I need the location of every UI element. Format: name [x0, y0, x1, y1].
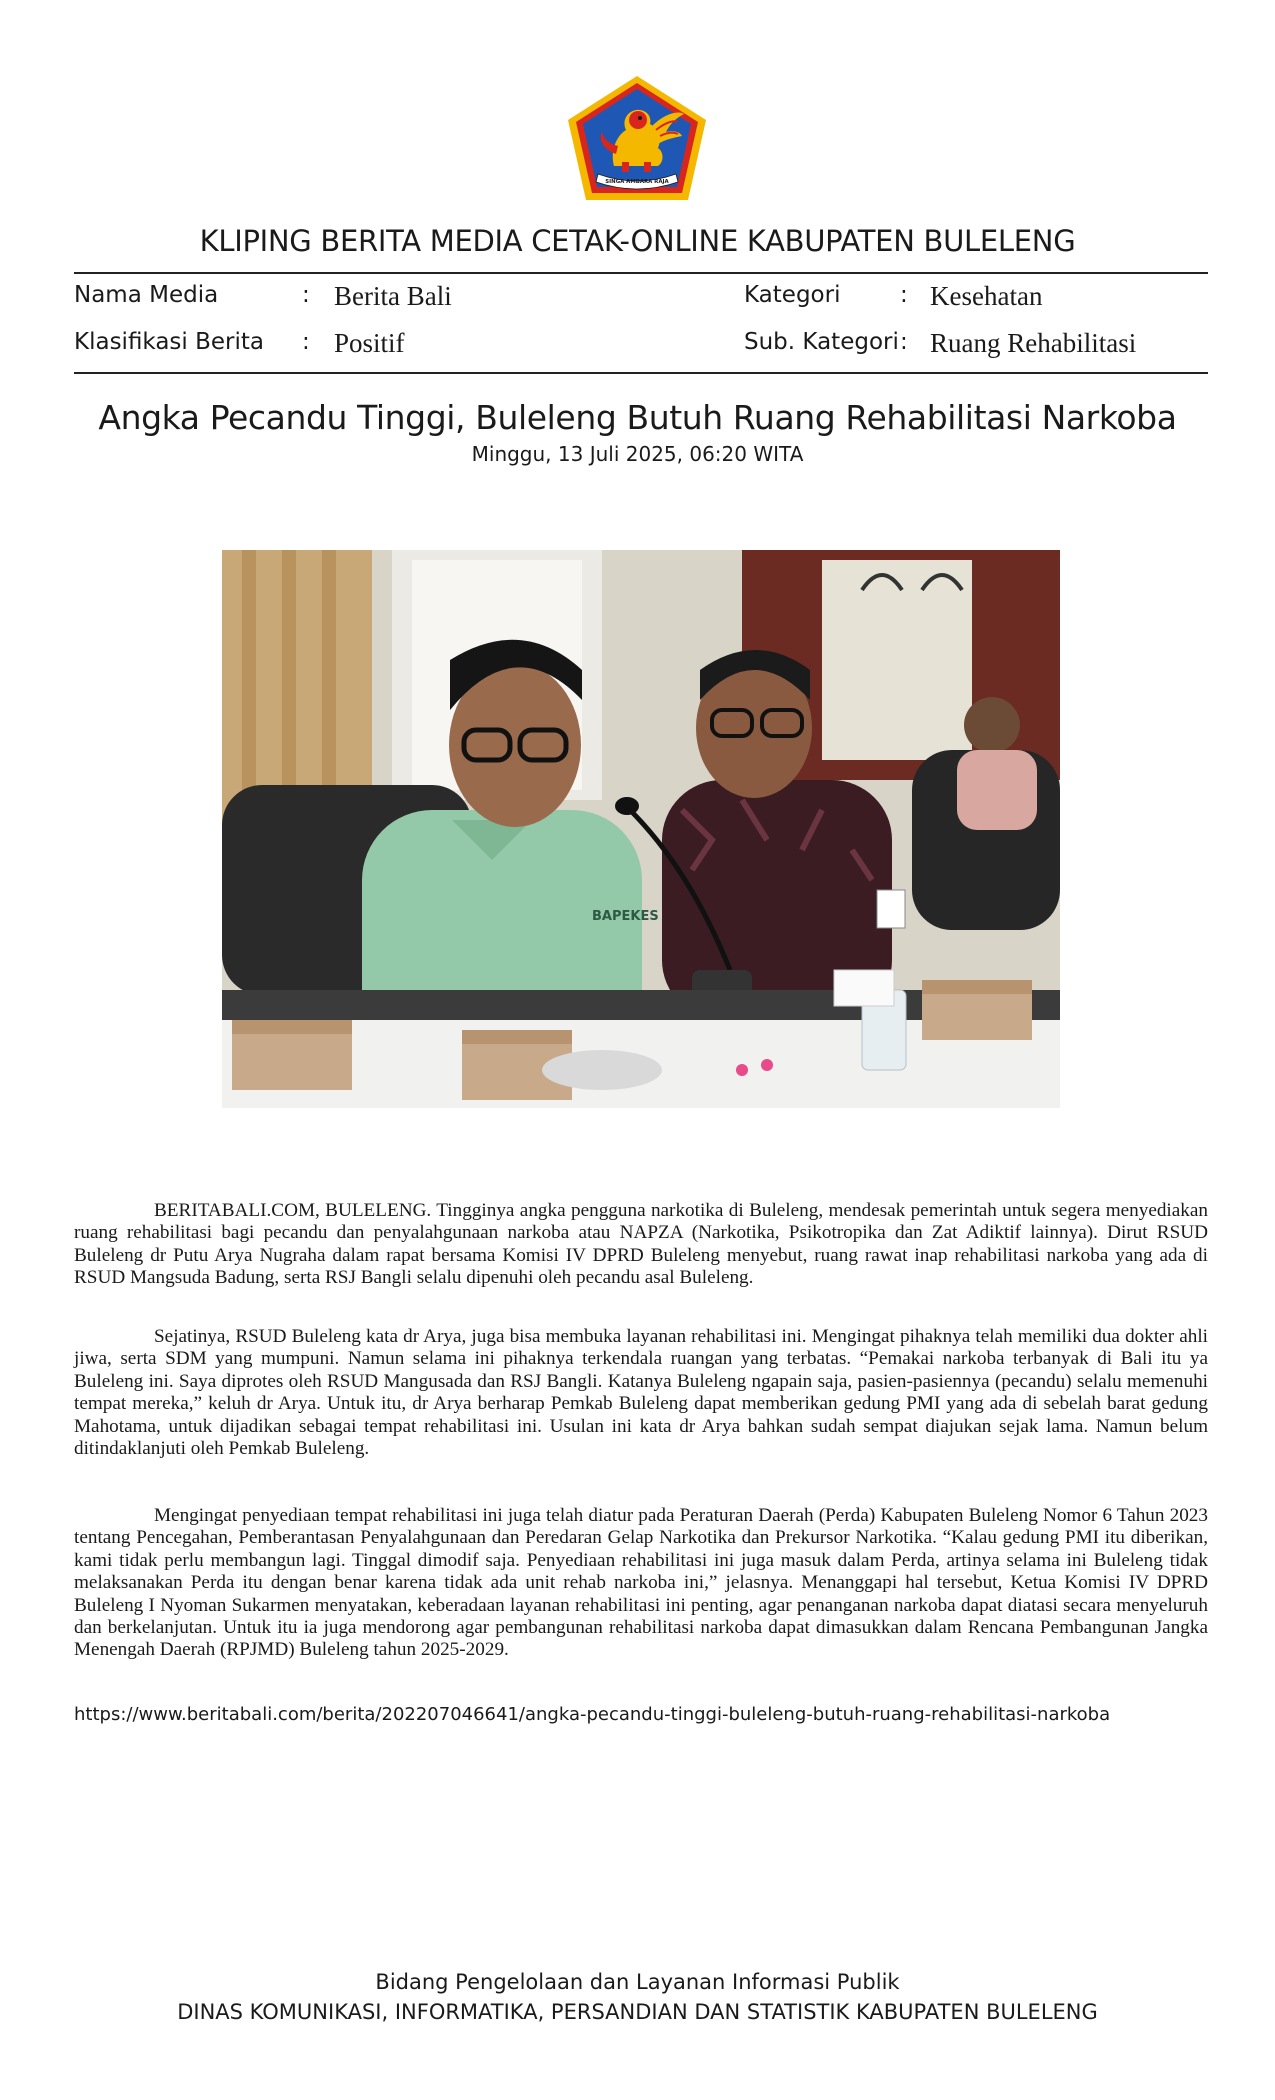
- header-divider-bottom: [74, 372, 1208, 374]
- category-label: Kategori: [744, 282, 841, 308]
- clipping-header-title: KLIPING BERITA MEDIA CETAK-ONLINE KABUPATEN BULELENG: [199, 224, 1076, 258]
- article-paragraph-1: BERITABALI.COM, BULELENG. Tingginya angka pengguna narkotika di Buleleng, mendesak pemerintah untuk segera menyediakan ruang rehabilitasi bagi pecandu dan penyalahgunaan narkoba atau NAPZA (Narkotika, Psikotropika dan Zat Adiktif lainnya). Dirut RSUD Buleleng dr Putu Arya Nugraha dalam rapat bersama Komisi IV DPRD Buleleng menyebut, ruang rawat inap rehabilitasi narkoba yang ada di RSUD Mangsuda Badung, serta RSJ Bangli selalu dipenuhi oleh pecandu asal Buleleng.: [74, 1200, 1208, 1289]
- subcategory-value: Ruang Rehabilitasi: [930, 328, 1137, 358]
- article-paragraph-2: Sejatinya, RSUD Buleleng kata dr Arya, juga bisa membuka layanan rehabilitasi ini. Mengingat pihaknya telah memiliki dua dokter ahli jiwa, serta SDM yang mumpuni. Namun selama ini pihaknya terkendala ruangan yang terbatas. “Pemakai narkoba terbanyak di Bali itu ya Buleleng ini. Saya diprotes oleh RSUD Mangusada dan RSJ Bangli. Katanya Buleleng ngapain saja, pasien-pasiennya (pecandu) selalu memenuhi tempat mereka,” keluh dr Arya. Untuk itu, dr Arya berharap Pemkab Buleleng dapat memberikan gedung PMI yang ada di sebelah barat gedung Mahotama, untuk dijadikan sebagai tempat rehabilitasi ini. Usulan ini kata dr Arya bahkan sudah sempat diajukan sejak lama. Namun belum ditindaklanjuti oleh Pemkab Buleleng.: [74, 1326, 1208, 1460]
- buleleng-regency-emblem-logo: [566, 74, 708, 204]
- classification-label: Klasifikasi Berita: [74, 329, 265, 355]
- article-title: Angka Pecandu Tinggi, Buleleng Butuh Ruang Rehabilitasi Narkoba: [98, 398, 1177, 437]
- subcategory-colon: :: [900, 329, 908, 355]
- photo-shirt-text: BAPEKES: [592, 909, 659, 924]
- article-source-url[interactable]: https://www.beritabali.com/berita/202207046641/angka-pecandu-tinggi-buleleng-butuh-ruang-rehabilitasi-narkoba: [74, 1704, 1111, 1725]
- logo-motto-text: SINGA AMBARA RAJA: [605, 179, 669, 185]
- media-name-label: Nama Media: [74, 282, 219, 308]
- subcategory-label: Sub. Kategori: [744, 329, 899, 355]
- media-name-value: Berita Bali: [334, 281, 452, 311]
- footer-division-name: Bidang Pengelolaan dan Layanan Informasi Publik: [375, 1970, 900, 1994]
- classification-value: Positif: [334, 328, 405, 358]
- article-date: Minggu, 13 Juli 2025, 06:20 WITA: [471, 442, 804, 466]
- article-photo-meeting: [222, 550, 1060, 1108]
- classification-colon: :: [302, 329, 310, 355]
- media-name-colon: :: [302, 282, 310, 308]
- footer-agency-name: DINAS KOMUNIKASI, INFORMATIKA, PERSANDIAN DAN STATISTIK KABUPATEN BULELENG: [177, 2000, 1098, 2024]
- category-colon: :: [900, 282, 908, 308]
- article-paragraph-3: Mengingat penyediaan tempat rehabilitasi ini juga telah diatur pada Peraturan Daerah (Perda) Kabupaten Buleleng Nomor 6 Tahun 2023 tentang Pencegahan, Pemberantasan Penyalahgunaan dan Peredaran Gelap Narkotika dan Prekursor Narkotika. “Kalau gedung PMI itu diberikan, kami tidak perlu membangun lagi. Tinggal dimodif saja. Penyediaan rehabilitasi ini juga masuk dalam Perda, artinya selama ini Buleleng tidak melaksanakan Perda itu dengan benar karena tidak ada unit rehab narkoba ini,” jelasnya. Menanggapi hal tersebut, Ketua Komisi IV DPRD Buleleng I Nyoman Sukarmen menyatakan, keberadaan layanan rehabilitasi ini penting, agar penanganan narkoba dapat diatasi secara menyeluruh dan berkelanjutan. Untuk itu ia juga mendorong agar pembangunan rehabilitasi narkoba dapat dimasukkan dalam Rencana Pembangunan Jangka Menengah Daerah (RPJMD) Buleleng tahun 2025-2029.: [74, 1505, 1208, 1661]
- header-divider-top: [74, 272, 1208, 274]
- category-value: Kesehatan: [930, 281, 1043, 311]
